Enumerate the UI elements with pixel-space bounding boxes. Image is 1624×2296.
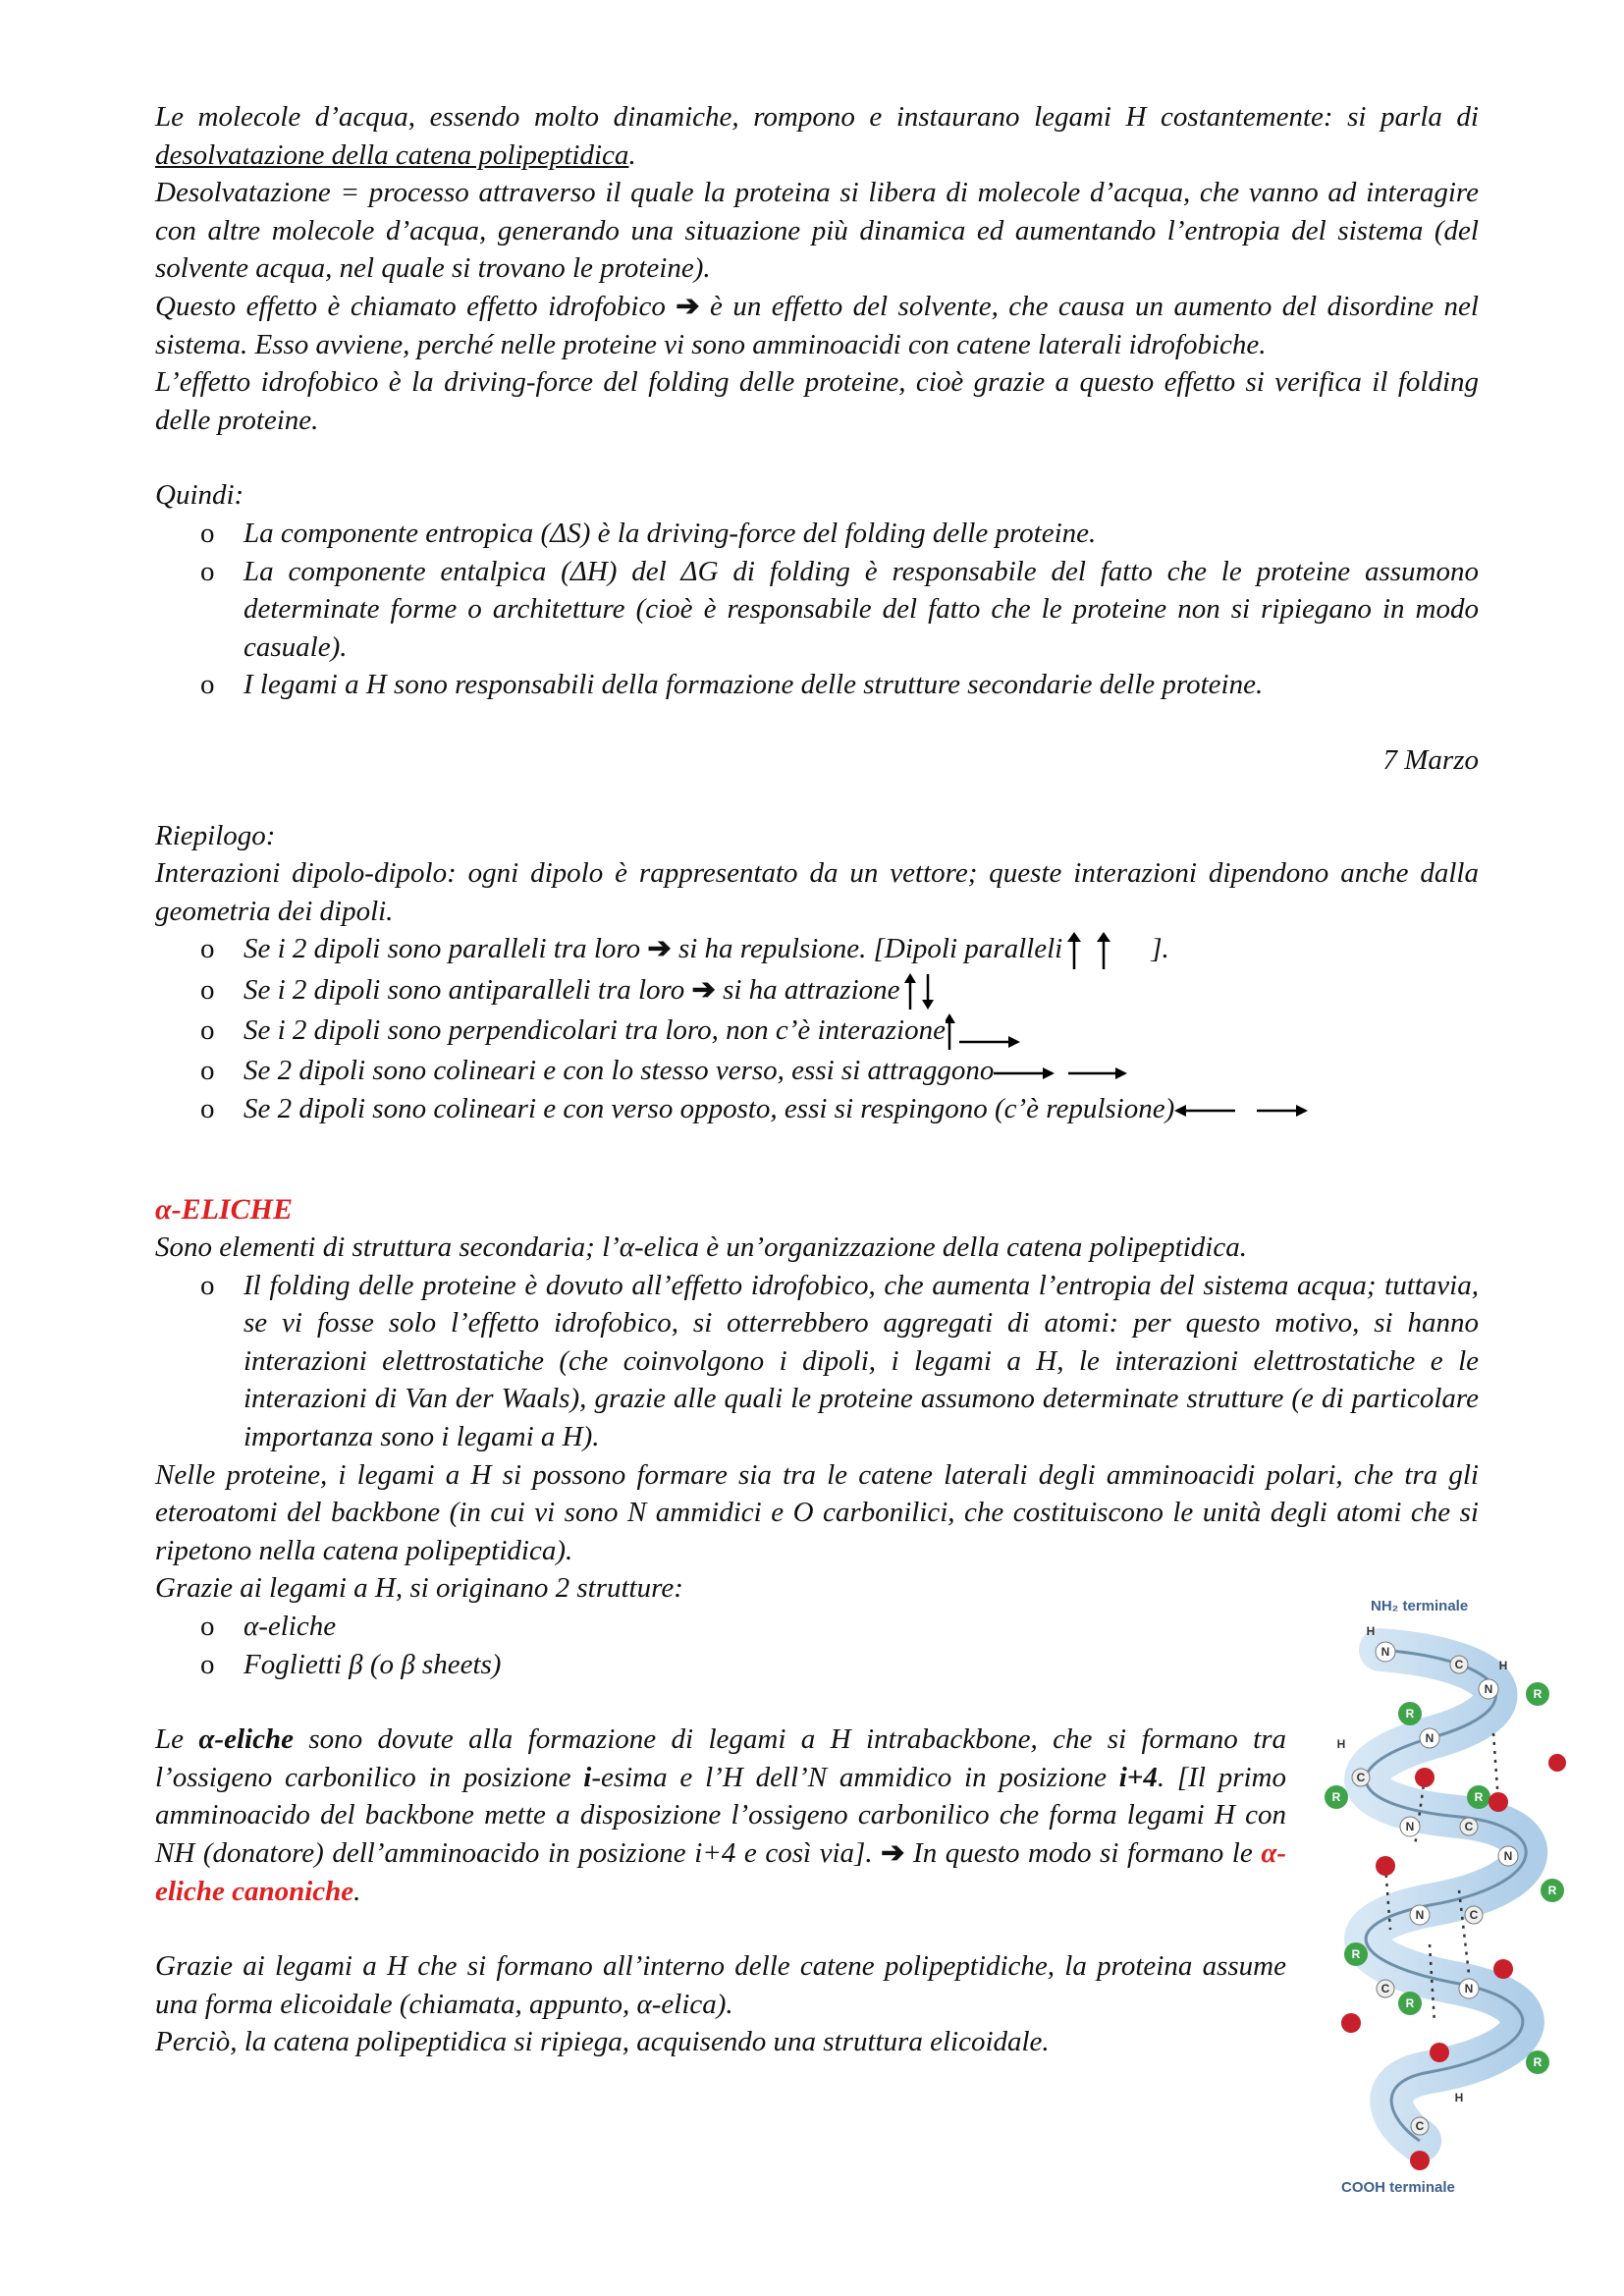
atom-r	[1398, 1992, 1422, 2015]
svg-text:N: N	[1464, 1982, 1474, 1995]
atom-oxygen	[1410, 2151, 1430, 2170]
list-item: o Il folding delle proteine è dovuto all’effetto idrofobico, che aumenta l’entropia del sistema acqua; tuttavia, se vi fosse solo l’effetto idrofobico, si otterrebbero aggregati di atomi: per questo motivo, si hanno interazioni elettrostatiche (che coinvolgono i dipoli, i legami a H, le interazioni elettrostatiche e le interazioni di Van der Waals), grazie alle quali le proteine assumono determinate strutture (e di particolare importanza sono i legami a H).	[155, 1267, 1479, 1456]
svg-text:H: H	[1366, 1624, 1376, 1638]
riepilogo-intro: Interazioni dipolo-dipolo: ogni dipolo è rappresentato da un vettore; queste interazioni dipendono anche dalla geometria dei dipoli.	[155, 857, 1479, 927]
structures-list	[155, 1608, 1479, 1683]
colinear-opposite-dipoles-icon	[1174, 1099, 1312, 1122]
atom-carbon	[1377, 1980, 1394, 1997]
svg-text:C: C	[1454, 1658, 1464, 1671]
svg-text:N: N	[1503, 1849, 1513, 1863]
perpendicular-dipoles-icon	[946, 1012, 1024, 1052]
list-item: o Se i 2 dipoli sono paralleli tra loro ➔ si ha repulsione. [Dipoli paralleli ].	[155, 930, 1479, 970]
intro-paragraph-3: Questo effetto è chiamato effetto idrofobico ➔ è un effetto del solvente, che causa un aumento del disordine nel sistema. Esso avviene, perché nelle proteine vi sono amminoacidi con catene laterali idrofobiche.	[155, 290, 1479, 360]
atom-oxygen	[1415, 1768, 1435, 1787]
bullet-icon: o	[200, 1055, 215, 1087]
list-item: o Se 2 dipoli sono colineari e con verso opposto, essi si respingono (c’è repulsione)	[155, 1090, 1479, 1128]
list-item: o α-eliche	[155, 1608, 1479, 1646]
svg-text:N: N	[1405, 1820, 1415, 1833]
eliche-paragraph-2: Nelle proteine, i legami a H si possono formare sia tra le catene laterali degli amminoacidi polari, che tra gli eteroatomi del backbone (in cui vi sono N ammidici e O carbonilici, che costituiscono le unità degli atomi che si ripetono nella catena polipeptidica).	[155, 1458, 1479, 1566]
atom-oxygen	[1430, 2043, 1449, 2062]
bullet-icon: o	[200, 1648, 215, 1680]
bullet-icon: o	[200, 933, 215, 965]
atom-carbon	[1352, 1769, 1370, 1786]
svg-text:R: R	[1405, 1996, 1415, 2010]
svg-text:R: R	[1351, 1947, 1361, 1961]
colinear-same-dipoles-icon	[994, 1062, 1131, 1085]
atom-nitrogen	[1400, 1817, 1420, 1836]
svg-text:H: H	[1336, 1737, 1346, 1751]
atom-carbon	[1450, 1656, 1468, 1673]
atom-hydrogen	[1455, 2091, 1464, 2105]
bullet-icon: o	[200, 517, 215, 549]
atom-carbon	[1465, 1906, 1483, 1924]
atom-r	[1325, 1785, 1348, 1809]
svg-text:R: R	[1533, 1687, 1543, 1701]
svg-text:N: N	[1415, 1908, 1425, 1922]
svg-text:C: C	[1380, 1982, 1390, 1995]
intro-paragraph-1: Le molecole d’acqua, essendo molto dinamiche, rompono e instaurano legami H costantemente: si parla di desolvatazione della catena polipeptidica.	[155, 101, 1479, 171]
list-item: o Se i 2 dipoli sono antiparalleli tra loro ➔ si ha attrazione	[155, 971, 1479, 1011]
svg-text:R: R	[1405, 1707, 1415, 1721]
document-page	[155, 98, 1479, 2061]
atom-oxygen	[1376, 1856, 1395, 1876]
date-label: 7 Marzo	[1382, 743, 1479, 776]
atom-oxygen	[1548, 1754, 1566, 1772]
atom-oxygen	[1489, 1792, 1508, 1812]
atom-oxygen	[1341, 2013, 1361, 2033]
eliche-paragraph-6: Perciò, la catena polipeptidica si ripiega, acquisendo una struttura elicoidale.	[155, 2026, 1050, 2058]
svg-text:R: R	[1331, 1790, 1341, 1804]
intro-paragraph-2: Desolvatazione = processo attraverso il quale la proteina si libera di molecole d’acqua, che vanno ad interagire con altre molecole d’acqua, generando una situazione più dinamica ed aumentando l’entropia del sistema (del solvente acqua, nel quale si trovano le proteine).	[155, 177, 1479, 285]
underlined-term: desolvatazione della catena polipeptidica	[155, 138, 629, 171]
bullet-icon: o	[200, 669, 215, 701]
bullet-icon: o	[200, 1092, 215, 1124]
arrow-icon: ➔	[691, 973, 716, 1006]
alpha-helix-figure	[1312, 1591, 1577, 2200]
atom-nitrogen	[1376, 1642, 1395, 1662]
arrow-icon: ➔	[647, 933, 672, 965]
atom-r	[1526, 2050, 1549, 2074]
eliche-list	[155, 1267, 1479, 1456]
atom-r	[1398, 1702, 1422, 1725]
atom-r	[1467, 1785, 1490, 1809]
list-item: o La componente entalpica (ΔH) del ΔG di folding è responsabile del fatto che le proteine assumono determinate forme o architetture (cioè è responsabile del fatto che le proteine non si ripiegano in modo casuale).	[155, 553, 1479, 667]
atom-hydrogen	[1367, 1624, 1376, 1638]
atom-nitrogen	[1420, 1728, 1439, 1748]
atom-r	[1344, 1942, 1368, 1966]
helix-ribbon	[1366, 1650, 1526, 2141]
riepilogo-label: Riepilogo:	[155, 819, 276, 851]
atom-nitrogen	[1479, 1679, 1498, 1699]
atom-hydrogen	[1337, 1737, 1346, 1751]
list-item: o La componente entropica (ΔS) è la driving-force del folding delle proteine.	[155, 515, 1479, 553]
atom-nitrogen	[1410, 1905, 1430, 1925]
svg-text:N: N	[1484, 1682, 1493, 1696]
cooh-terminal-label: COOH terminale	[1341, 2179, 1455, 2196]
atom-r	[1526, 1682, 1549, 1706]
eliche-paragraph-1: Sono elementi di struttura secondaria; l’α-elica è un’organizzazione della catena polipeptidica.	[155, 1231, 1247, 1264]
svg-text:H: H	[1498, 1659, 1508, 1672]
svg-text:H: H	[1454, 2091, 1464, 2105]
intro-paragraph-4: L’effetto idrofobico è la driving-force del folding delle proteine, cioè grazie a questo effetto si verifica il folding delle proteine.	[155, 366, 1479, 436]
atom-r	[1541, 1879, 1564, 1902]
list-item: o Foglietti β (o β sheets)	[155, 1646, 1479, 1684]
svg-text:R: R	[1474, 1790, 1484, 1804]
bullet-icon: o	[200, 1611, 215, 1643]
arrow-icon: ➔	[881, 1837, 905, 1869]
atom-oxygen	[1493, 1959, 1513, 1979]
svg-text:N: N	[1425, 1731, 1435, 1745]
helix-text-column	[155, 1721, 1286, 2061]
atom-hydrogen	[1499, 1659, 1508, 1672]
quindi-label: Quindi:	[155, 479, 244, 512]
list-item: o I legami a H sono responsabili della formazione delle strutture secondarie delle proteine.	[155, 666, 1479, 704]
list-item: o Se i 2 dipoli sono perpendicolari tra loro, non c’è interazione	[155, 1011, 1479, 1052]
highlighted-term: α-eliche canoniche	[155, 1837, 1287, 1907]
atom-nitrogen	[1459, 1979, 1479, 1998]
parallel-dipoles-icon	[1062, 932, 1121, 971]
bullet-icon: o	[200, 555, 215, 587]
antiparallel-dipoles-icon	[900, 972, 940, 1011]
dipole-list	[155, 930, 1479, 1127]
bullet-icon: o	[200, 1013, 215, 1046]
quindi-list	[155, 515, 1479, 704]
svg-text:C: C	[1469, 1908, 1479, 1922]
atom-carbon	[1460, 1818, 1478, 1835]
svg-text:C: C	[1356, 1771, 1366, 1784]
eliche-paragraph-5: Grazie ai legami a H che si formano all’interno delle catene polipeptidiche, la proteina assume una forma elicoidale (chiamata, appunto, α-elica).	[155, 1950, 1286, 2020]
svg-text:C: C	[1415, 2119, 1425, 2133]
eliche-paragraph-4: Le α-eliche sono dovute alla formazione di legami a H intrabackbone, che si formano tra l’ossigeno carbonilico in posizione i-esima e l’H dell’N ammidico in posizione i+4. [Il primo amminoacido del backbone mette a disposizione l’ossigeno carbonilico che forma legami H con NH (donatore) dell’amminoacido in posizione i+4 e così via]. ➔ In questo modo si formano le α-eliche canoniche.	[155, 1723, 1287, 1907]
arrow-icon: ➔	[676, 290, 700, 322]
section-heading: α-ELICHE	[155, 1192, 293, 1226]
bullet-icon: o	[200, 1269, 215, 1301]
list-item: o Se 2 dipoli sono colineari e con lo stesso verso, essi si attraggono	[155, 1052, 1479, 1090]
bullet-icon: o	[200, 973, 215, 1006]
atom-carbon	[1411, 2117, 1429, 2135]
svg-text:R: R	[1547, 1884, 1557, 1897]
svg-text:R: R	[1533, 2055, 1543, 2069]
eliche-paragraph-3: Grazie ai legami a H, si originano 2 strutture:	[155, 1572, 683, 1605]
nh2-terminal-label: NH₂ terminale	[1371, 1598, 1469, 1614]
svg-text:N: N	[1380, 1645, 1390, 1659]
atom-nitrogen	[1498, 1846, 1518, 1866]
svg-text:C: C	[1464, 1820, 1474, 1833]
